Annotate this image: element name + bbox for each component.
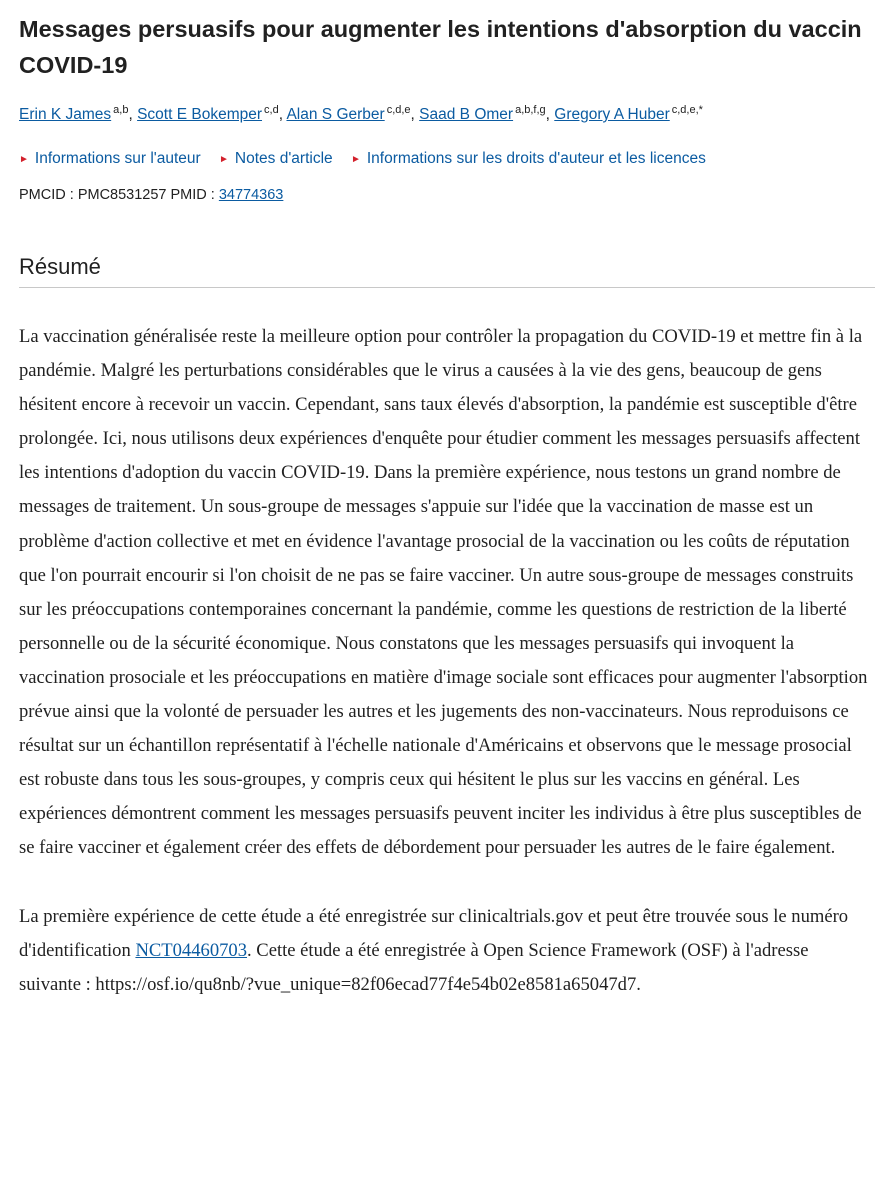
author-affiliation: c,d,e — [386, 104, 411, 116]
pmcid-value: PMC8531257 — [77, 187, 167, 203]
author-saad-b-omer — [419, 106, 545, 123]
pmid-label: PMID : — [170, 187, 215, 203]
author-affiliation: c,d — [264, 104, 279, 116]
abstract-registration-paragraph: La première expérience de cette étude a été enregistrée sur clinicaltrials.gov et peut être trouvée sous le numéro d'identification NCT04460703. Cette étude a été enregistrée à Open Science Framework (OSF) à l'adresse suivante : https://osf.io/qu8nb/?vue_unique=82f06ecad77f4e54b02e8581a65047d7. — [19, 905, 849, 995]
triangle-right-icon: ► — [350, 154, 361, 165]
triangle-right-icon: ► — [219, 154, 229, 165]
author-affiliation: a,b,f,g — [515, 104, 546, 116]
article-page — [19, 0, 875, 1002]
article-info-toggles — [19, 148, 875, 171]
article-notes-toggle[interactable]: ► Notes d'article — [219, 150, 333, 167]
author-list: Erin K James $^{a,b}$, Scott E Bokemper $^{c,d}$, Alan S Gerber $^{c,d,e}$, Saad B Omer $^{a,b,f,g}$, Gregory A Huber $^{c,d,e,*}$ — [19, 104, 703, 123]
triangle-right-icon: ► — [19, 154, 29, 165]
author-link[interactable]: Gregory A Huber — [554, 106, 670, 123]
author-scott-e-bokemper — [137, 106, 279, 123]
author-link[interactable]: Scott E Bokemper — [137, 106, 263, 123]
author-link[interactable]: Alan S Gerber — [286, 106, 385, 123]
article-title: Messages persuasifs pour augmenter les intentions d'absorption du vaccin COVID-19 — [19, 16, 862, 78]
author-link[interactable]: Erin K James — [19, 106, 112, 123]
abstract-paragraph: La vaccination généralisée reste la meilleure option pour contrôler la propagation du COVID-19 et mettre fin à la pandémie. Malgré les perturbations considérables que le virus a causées à la vie des gens, beaucoup de gens hésitent encore à recevoir un vaccin. Cependant, sans taux élevés d'absorption, la pandémie est susceptible d'être prolongée. Ici, nous utilisons deux expériences d'enquête pour étudier comment les messages persuasifs affectent les intentions d'adoption du vaccin COVID-19. Dans la première expérience, nous testons un grand nombre de messages de traitement. Un sous-groupe de messages s'appuie sur l'idée que la vaccination de masse est un problème d'action collective et met en évidence l'avantage prosocial de la vaccination ou les coûts de réputation que l'on pourrait encourir si l'on choisit de ne pas se faire vacciner. Un autre sous-groupe de messages construits sur les préoccupations contemporaines concernant la pandémie, comme les questions de restriction de la liberté personnelle ou de la sécurité économique. Nous constatons que les messages persuasifs qui invoquent la vaccination prosociale et les préoccupations en matière d'image sociale sont efficaces pour augmenter l'absorption prévue ainsi que la volonté de persuader les autres et les jugements des non-vaccinateurs. Nous reproduisons ce résultat sur un échantillon représentatif à l'échelle nationale d'Américains et observons que le message prosocial est robuste dans tous les sous-groupes, y compris ceux qui hésitent le plus sur les vaccins en général. Les expériences démontrent comment les messages persuasifs peuvent inciter les individus à être plus susceptibles de se faire vacciner et également créer des effets de débordement pour persuader les autres de le faire également. — [19, 326, 868, 859]
author-info-toggle[interactable]: ► Informations sur l'auteur — [19, 150, 201, 167]
pmcid-label: PMCID : — [19, 187, 74, 203]
abstract-heading: Résumé — [19, 253, 875, 288]
copyright-info-toggle[interactable]: ► Informations sur les droits d'auteur et les licences — [350, 150, 706, 167]
nct-link[interactable]: NCT04460703 — [135, 939, 247, 961]
pmid-link[interactable]: 34774363 — [218, 187, 284, 203]
article-identifiers — [19, 184, 875, 206]
author-affiliation: a,b — [113, 104, 129, 116]
author-affiliation: c,d,e,* — [671, 104, 703, 116]
abstract-body — [19, 320, 875, 1002]
author-link[interactable]: Saad B Omer — [419, 106, 514, 123]
author-alan-s-gerber — [286, 106, 410, 123]
author-gregory-a-huber — [554, 106, 703, 123]
author-erin-k-james — [19, 106, 128, 123]
